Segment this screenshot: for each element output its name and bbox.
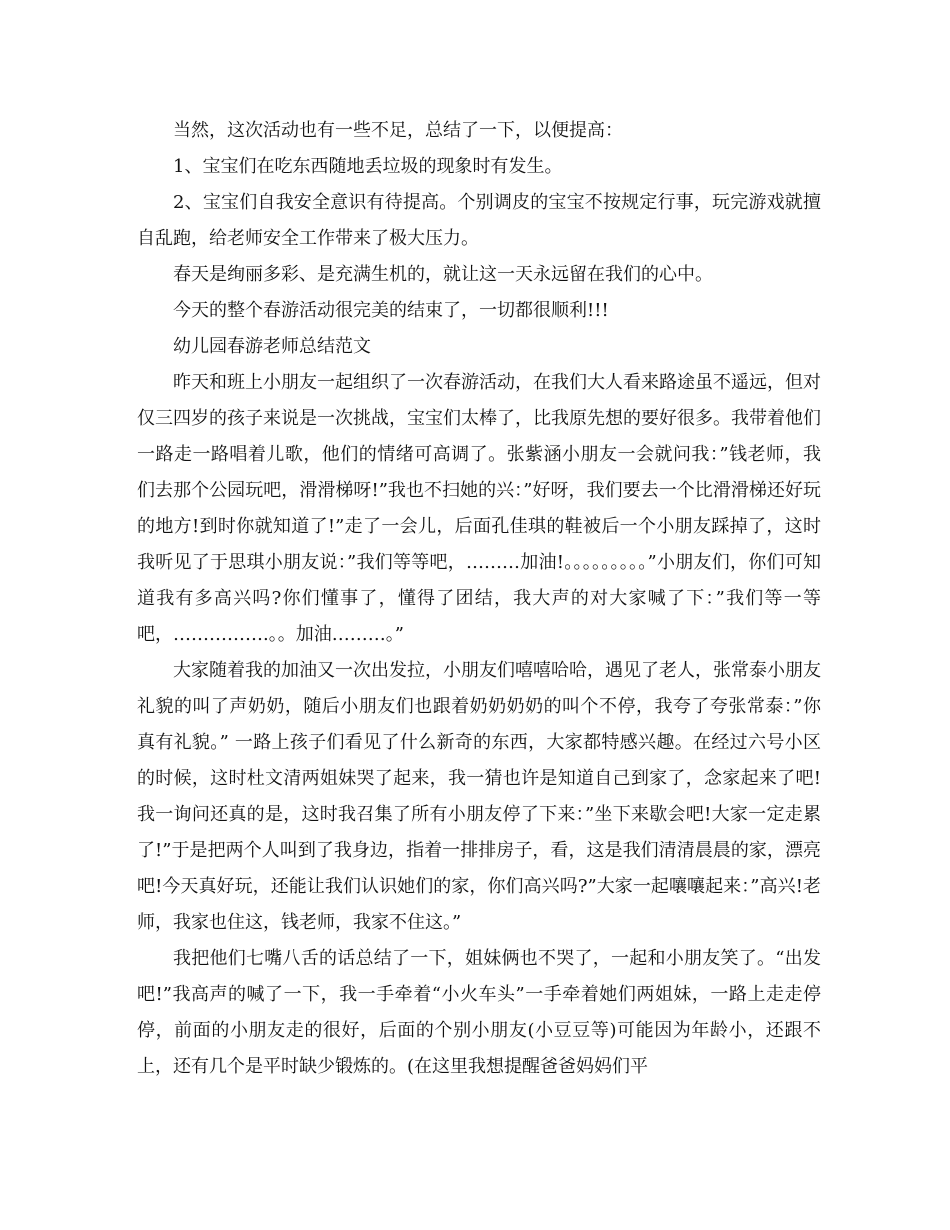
paragraph-spring: 春天是绚丽多彩、是充满生机的，就让这一天永远留在我们的心中。: [173, 264, 713, 285]
paragraph-story-2: 大家随着我的加油又一次出发拉，小朋友们嘻嘻哈哈，遇见了老人，张常泰小朋友礼貌的叫了声奶奶，随后小朋友们也跟着奶奶奶奶的叫个不停，我夸了夸张常泰：”你真有礼貌。” 一路上孩子们看见了什么新奇的东西，大家都特感兴趣。在经过六号小区的时候，这时杜文清两姐妹哭了起来，我一猜也许是知道自己到家了，念家起来了吧!我一询问还真的是，这时我召集了所有小朋友停了下来：”坐下来歇会吧!大家一定走累了!”于是把两个人叫到了我身边，指着一排排房子，看，这是我们清清晨晨的家，漂亮吧!今天真好玩，还能让我们认识她们的家，你们高兴吗?”大家一起嚷嚷起来：”高兴!老师，我家也住这，钱老师，我家不住这。”: [137, 660, 821, 933]
paragraph-shortcomings-intro: 当然，这次活动也有一些不足，总结了一下，以便提高：: [173, 120, 623, 141]
section-heading: 幼儿园春游老师总结范文: [173, 336, 371, 357]
document-body: [137, 113, 821, 1085]
paragraph-story-1: 昨天和班上小朋友一起组织了一次春游活动，在我们大人看来路途虽不遥远，但对仅三四岁的孩子来说是一次挑战，宝宝们太棒了，比我原先想的要好很多。我带着他们一路走一路唱着儿歌，他们的情绪可高调了。张紫涵小朋友一会就问我：”钱老师，我们去那个公园玩吧，滑滑梯呀!”我也不扫她的兴：”好呀，我们要去一个比滑滑梯还好玩的地方!到时你就知道了!”走了一会儿，后面孔佳琪的鞋被后一个小朋友踩掉了，这时我听见了于思琪小朋友说：”我们等等吧，………加油!。。。。。。。。。”小朋友们，你们可知道我有多高兴吗?你们懂事了，懂得了团结，我大声的对大家喊了下：”我们等一等吧，…………….。。加油………。”: [137, 372, 821, 645]
paragraph-point-2: 2、宝宝们自我安全意识有待提高。个别调皮的宝宝不按规定行事，玩完游戏就擅自乱跑，给老师安全工作带来了极大压力。: [137, 192, 821, 249]
paragraph-story-3: 我把他们七嘴八舌的话总结了一下，姐妹俩也不哭了，一起和小朋友笑了。“出发吧!”我高声的喊了一下，我一手牵着“小火车头”一手牵着她们两姐妹，一路上走走停停，前面的小朋友走的很好，后面的个别小朋友(小豆豆等)可能因为年龄小，还跟不上，还有几个是平时缺少锻炼的。(在这里我想提醒爸爸妈妈们平: [137, 948, 821, 1077]
paragraph-conclusion: 今天的整个春游活动很完美的结束了，一切都很顺利!!!: [173, 300, 609, 321]
paragraph-point-1: 1、宝宝们在吃东西随地丢垃圾的现象时有发生。: [173, 156, 563, 177]
